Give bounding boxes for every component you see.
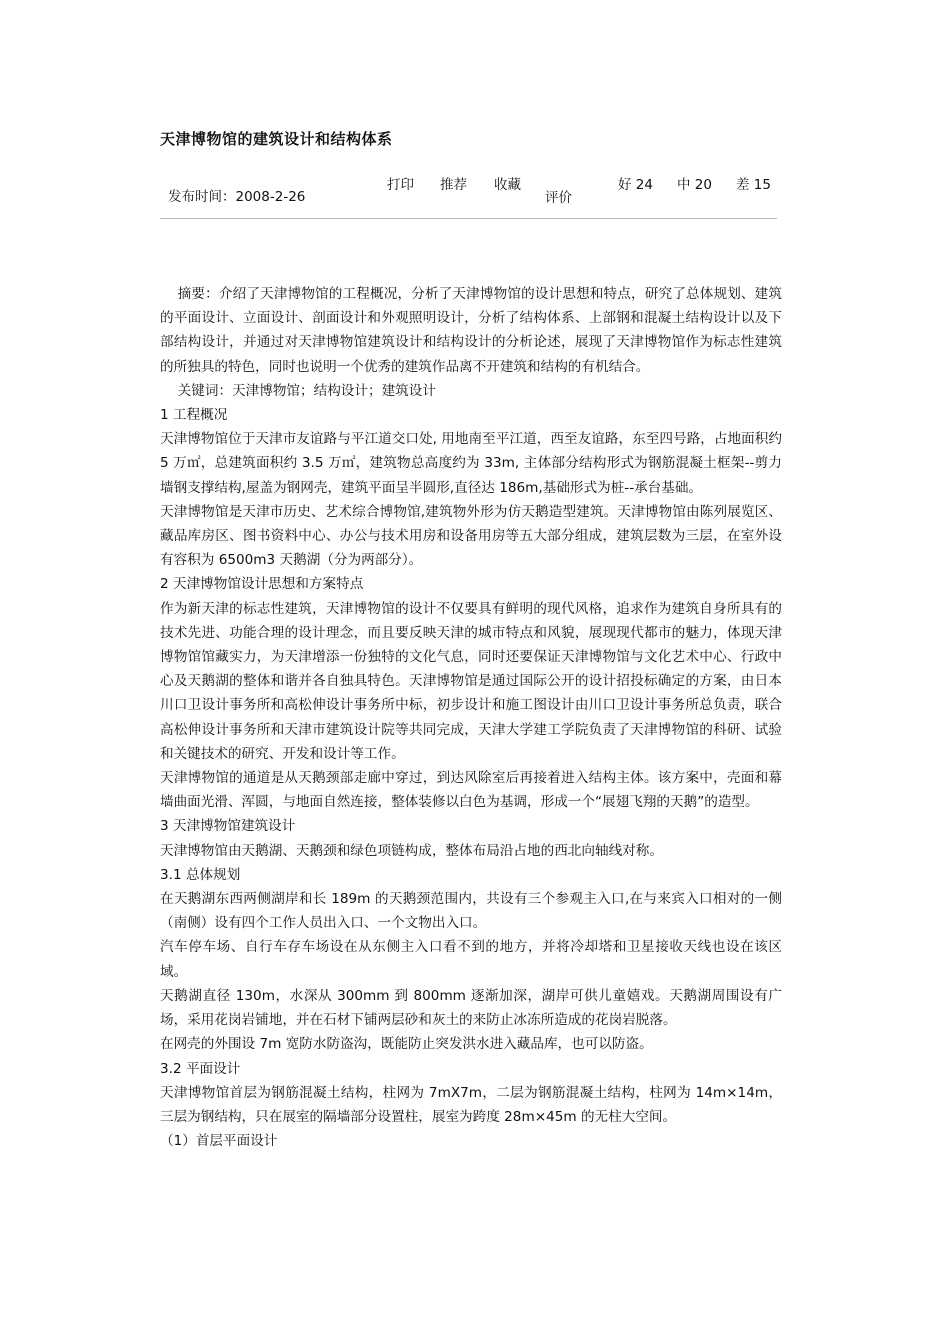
publish-time: 发布时间：2008-2-26 (168, 189, 306, 205)
abstract: 摘要：介绍了天津博物馆的工程概况，分析了天津博物馆的设计思想和特点，研究了总体规划、建筑的平面设计、立面设计、剖面设计和外观照明设计，分析了结构体系、上部钢和混凝土结构设计以及下部结构设计，并通过对天津博物馆建筑设计和结构设计的分析论述，展现了天津博物馆作为标志性建筑的所独具的特色，同时也说明一个优秀的建筑作品离不开建筑和结构的有机结合。 (160, 286, 782, 375)
section-heading-3-1: 3.1 总体规划 (160, 866, 241, 883)
section-heading-2: 2 天津博物馆设计思想和方案特点 (160, 576, 364, 593)
paragraph: 在天鹅湖东西两侧湖岸和长 189m 的天鹅颈范围内，共设有三个参观主入口,在与来宾入口相对的一侧（南侧）设有四个工作人员出入口、一个文物出入口。 (160, 891, 782, 932)
print-link[interactable]: 打印 (387, 177, 414, 193)
favorite-link[interactable]: 收藏 (494, 177, 521, 193)
rating-medium[interactable]: 中 20 (677, 177, 712, 193)
article-title: 天津博物馆的建筑设计和结构体系 (160, 130, 393, 148)
article-body (160, 282, 782, 1153)
header-divider (160, 218, 777, 219)
section-heading-3: 3 天津博物馆建筑设计 (160, 818, 296, 835)
paragraph: 汽车停车场、自行车存车场设在从东侧主入口看不到的地方，并将冷却塔和卫星接收天线也设在该区域。 (160, 939, 782, 980)
paragraph: 天津博物馆由天鹅湖、天鹅颈和绿色项链构成，整体布局沿占地的西北向轴线对称。 (160, 842, 663, 859)
paragraph: 在网壳的外围设 7m 宽防水防盗沟，既能防止突发洪水进入藏品库，也可以防盗。 (160, 1036, 653, 1053)
paragraph: 天鹅湖直径 130m，水深从 300mm 到 800mm 逐渐加深，湖岸可供儿童嬉戏。天鹅湖周围设有广场，采用花岗岩铺地，并在石材下铺两层砂和灰土的来防止冰冻所造成的花岗岩脱落。 (160, 987, 782, 1029)
rating-label: 评价 (545, 190, 572, 206)
paragraph: 天津博物馆位于天津市友谊路与平江道交口处, 用地南至平江道，西至友谊路，东至四号路，占地面积约 5 万㎡，总建筑面积约 3.5 万㎡，建筑物总高度约为 33m, 主体部分结构形式为钢筋混凝土框架--剪力墙钢支撑结构,屋盖为钢网壳，建筑平面呈半圆形,直径达 186m,基础形式为桩--承台基础。 (160, 431, 782, 496)
subsection-heading: （1）首层平面设计 (160, 1133, 278, 1150)
rating-bad[interactable]: 差 15 (736, 177, 771, 193)
keywords: 关键词：天津博物馆；结构设计；建筑设计 (177, 382, 436, 399)
section-heading-1: 1 工程概况 (160, 407, 228, 424)
rating-good[interactable]: 好 24 (618, 177, 653, 193)
paragraph: 天津博物馆首层为钢筋混凝土结构，柱网为 7mX7m，二层为钢筋混凝土结构，柱网为 14m×14m，三层为钢结构，只在展室的隔墙部分设置柱，展室为跨度 28m×45m 的无柱大空间。 (160, 1084, 782, 1125)
paragraph: 天津博物馆的通道是从天鹅颈部走廊中穿过，到达风除室后再接着进入结构主体。该方案中，壳面和幕墙曲面光滑、浑圆，与地面自然连接，整体装修以白色为基调，形成一个“展翅飞翔的天鹅”的造型。 (160, 770, 782, 811)
recommend-link[interactable]: 推荐 (440, 177, 467, 193)
paragraph: 天津博物馆是天津市历史、艺术综合博物馆,建筑物外形为仿天鹅造型建筑。天津博物馆由陈列展览区、藏品库房区、图书资料中心、办公与技术用房和设备用房等五大部分组成，建筑层数为三层，在室外设有容积为 6500m3 天鹅湖（分为两部分）。 (160, 503, 782, 569)
section-heading-3-2: 3.2 平面设计 (160, 1060, 241, 1077)
paragraph: 作为新天津的标志性建筑，天津博物馆的设计不仅要具有鲜明的现代风格，追求作为建筑自身所具有的技术先进、功能合理的设计理念，而且要反映天津的城市特点和风貌，展现现代都市的魅力，体现天津博物馆馆藏实力，为天津增添一份独特的文化气息，同时还要保证天津博物馆与文化艺术中心、行政中心及天鹅湖的整体和谐并各自独具特色。天津博物馆是通过国际公开的设计招投标确定的方案，由日本川口卫设计事务所和高松伸设计事务所中标，初步设计和施工图设计由川口卫设计事务所总负责，联合高松伸设计事务所和天津市建筑设计院等共同完成，天津大学建工学院负责了天津博物馆的科研、试验和关键技术的研究、开发和设计等工作。 (160, 600, 782, 762)
